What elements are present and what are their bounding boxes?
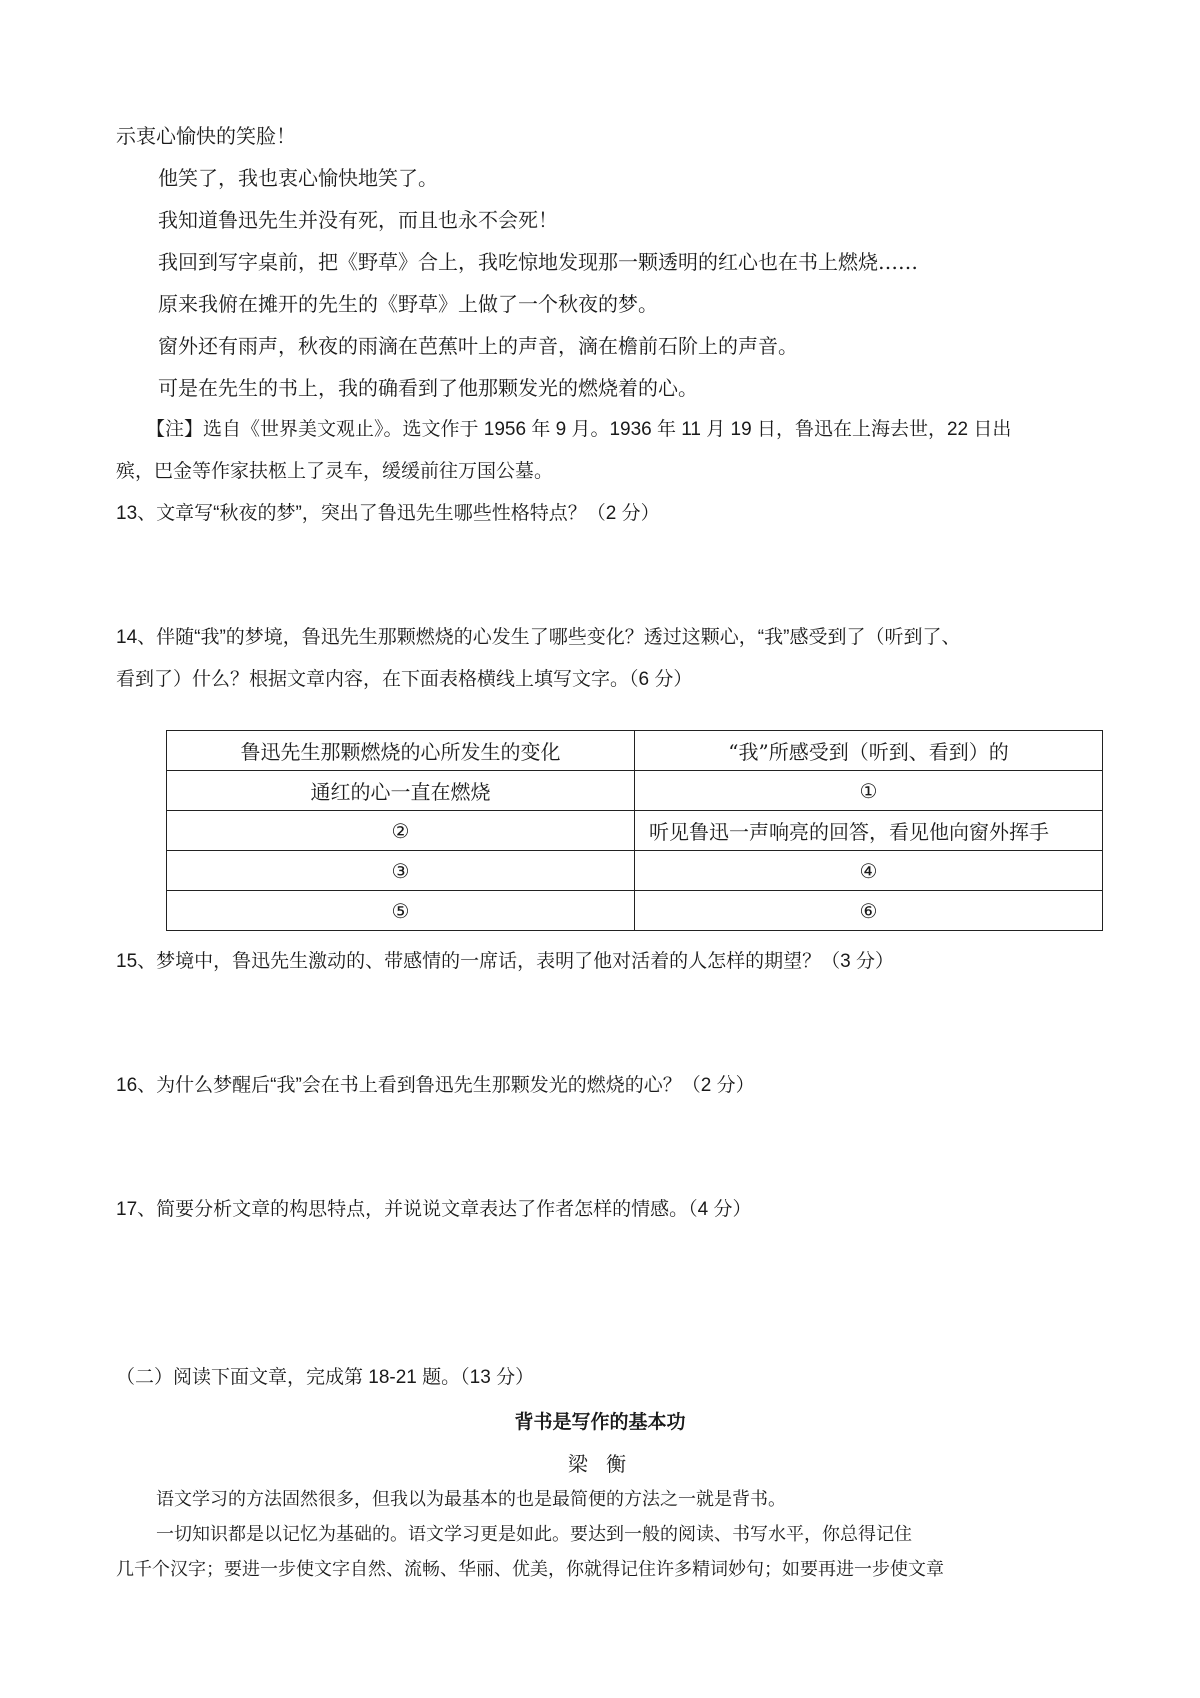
question-13: 13、文章写“秋夜的梦”，突出了鲁迅先生哪些性格特点？（2 分） <box>116 503 660 524</box>
table-cell: ② <box>167 811 635 851</box>
passage-line-6: 窗外还有雨声，秋夜的雨滴在芭蕉叶上的声音，滴在檐前石阶上的声音。 <box>158 334 798 358</box>
table-cell: 听见鲁迅一声响亮的回答，看见他向窗外挥手 <box>635 811 1103 851</box>
table-cell: ⑥ <box>635 891 1103 931</box>
table-header-right: “我”所感受到（听到、看到）的 <box>635 731 1103 771</box>
table-cell: ③ <box>167 851 635 891</box>
table-row <box>167 851 1103 891</box>
passage-line-3: 我知道鲁迅先生并没有死，而且也永不会死！ <box>158 208 558 232</box>
table-row <box>167 771 1103 811</box>
table-cell: ① <box>635 771 1103 811</box>
question-16: 16、为什么梦醒后“我”会在书上看到鲁迅先生那颗发光的燃烧的心？（2 分） <box>116 1075 755 1096</box>
note-line-1: 【注】选自《世界美文观止》。选文作于 1956 年 9 月。1936 年 11 月 19 日，鲁迅在上海去世，22 日出 <box>146 419 1012 440</box>
passage-line-5: 原来我俯在摊开的先生的《野草》上做了一个秋夜的梦。 <box>158 292 658 316</box>
article-author: 梁 衡 <box>567 1452 633 1476</box>
passage-line-7: 可是在先生的书上，我的确看到了他那颗发光的燃烧着的心。 <box>158 376 698 400</box>
question-17: 17、简要分析文章的构思特点，并说说文章表达了作者怎样的情感。（4 分） <box>116 1199 752 1220</box>
note-line-2: 殡，巴金等作家扶柩上了灵车，缓缓前往万国公墓。 <box>116 461 554 482</box>
table-row <box>167 811 1103 851</box>
question-14-line-2: 看到了）什么？根据文章内容，在下面表格横线上填写文字。（6 分） <box>116 669 693 690</box>
passage-line-1: 示衷心愉快的笑脸！ <box>116 124 296 148</box>
passage-line-2: 他笑了，我也衷心愉快地笑了。 <box>158 166 438 190</box>
answer-table <box>166 730 1103 931</box>
table-cell: ⑤ <box>167 891 635 931</box>
question-15: 15、梦境中，鲁迅先生激动的、带感情的一席话，表明了他对活着的人怎样的期望？（3 分） <box>116 951 894 972</box>
article-para-line-3: 几千个汉字；要进一步使文字自然、流畅、华丽、优美，你就得记住许多精词妙句；如要再进一步使文章 <box>116 1559 944 1580</box>
article-para-line-1: 语文学习的方法固然很多，但我以为最基本的也是最简便的方法之一就是背书。 <box>156 1489 786 1510</box>
passage-line-4: 我回到写字桌前，把《野草》合上，我吃惊地发现那一颗透明的红心也在书上燃烧…… <box>158 250 918 274</box>
table-row <box>167 891 1103 931</box>
article-title: 背书是写作的基本功 <box>514 1412 686 1433</box>
table-header-row <box>167 731 1103 771</box>
section-2-heading: （二）阅读下面文章，完成第 18-21 题。（13 分） <box>116 1367 535 1388</box>
table-header-left: 鲁迅先生那颗燃烧的心所发生的变化 <box>167 731 635 771</box>
article-para-line-2: 一切知识都是以记忆为基础的。语文学习更是如此。要达到一般的阅读、书写水平，你总得记住 <box>156 1524 912 1545</box>
question-14-line-1: 14、伴随“我”的梦境，鲁迅先生那颗燃烧的心发生了哪些变化？透过这颗心，“我”感受到了（听到了、 <box>116 627 961 648</box>
table-cell: ④ <box>635 851 1103 891</box>
table-cell: 通红的心一直在燃烧 <box>167 771 635 811</box>
